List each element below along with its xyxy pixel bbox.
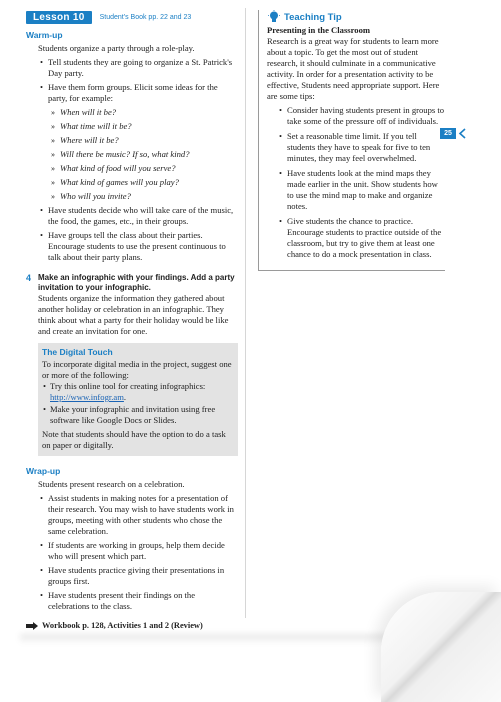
right-column (258, 10, 445, 271)
teaching-tip-title: Teaching Tip (284, 11, 342, 23)
page-number-tab: 25 (440, 128, 456, 139)
question-item: » Where will it be? (60, 135, 238, 146)
warmup-bullets-a (26, 57, 238, 104)
list-item: • Have students practice giving their presentations in groups first. (48, 565, 238, 587)
teaching-tip-list (267, 105, 445, 260)
left-column (26, 26, 238, 631)
party-questions (26, 107, 238, 202)
workbook-reference (26, 620, 238, 631)
digital-touch-intro: To incorporate digital media in the project, suggest one or more of the following: (42, 359, 232, 380)
question-item: » Will there be music? If so, what kind? (60, 149, 238, 160)
step-4 (26, 273, 238, 293)
list-item: • Tell students they are going to organize a St. Patrick's Day party. (48, 57, 238, 79)
warmup-bullets-b (26, 205, 238, 263)
teaching-tip-subtitle: Presenting in the Classroom (267, 25, 371, 35)
list-item (50, 381, 232, 403)
step-title: Make an infographic with your findings. Add a party invitation to your infographic. (38, 273, 235, 292)
workbook-text: Workbook p. 128, Activities 1 and 2 (Review) (42, 621, 203, 630)
page-shadow (20, 634, 441, 644)
digital-item-text: Try this online tool for creating infographics: (50, 381, 206, 391)
list-item: • Consider having students present in groups to take some of the pressure off of individuals. (287, 105, 445, 127)
list-item: • If students are working in groups, help them decide who will present which part. (48, 540, 238, 562)
wrapup-heading: Wrap-up (26, 466, 61, 476)
question-item: » What time will it be? (60, 121, 238, 132)
list-item: • Have groups tell the class about their parties. Encourage students to use the present continuous to talk about their party plans. (48, 230, 238, 263)
list-item: • Assist students in making notes for a presentation of their research. You may wish to have students work in groups, meeting with other students who chose the same celebration. (48, 493, 238, 537)
list-item: • Set a reasonable time limit. If you tell students they have to speak for five to ten minutes, they may feel overwhelmed. (287, 131, 445, 164)
infogram-link[interactable]: http://www.infogr.am (50, 392, 124, 402)
teaching-tip-box (258, 10, 445, 271)
warmup-heading: Warm-up (26, 30, 63, 40)
page-curl (381, 592, 501, 702)
arrow-right-icon (26, 622, 38, 630)
question-item: » When will it be? (60, 107, 238, 118)
warmup-intro: Students organize a party through a role-play. (38, 43, 195, 53)
wrapup-intro: Students present research on a celebration. (38, 479, 185, 489)
lesson-header (26, 11, 191, 24)
list-item: • Have students look at the mind maps they made earlier in the unit. Show students how to use the mind map to make and organize notes. (287, 168, 445, 212)
list-item: • Have them form groups. Elicit some ideas for the party, for example: (48, 82, 238, 104)
teaching-tip-intro: Research is a great way for students to learn more about a topic. To get the most out of student research, it should culminate in a communicative activity. In order for a presentation activity to be effective, Students need appropriate support. Here are some tips: (267, 36, 440, 101)
digital-touch-note: Note that students should have the option to do a task on paper or digitally. (42, 429, 226, 450)
question-item: » Who will you invite? (60, 191, 238, 202)
teaching-tip-header (267, 10, 445, 24)
list-item: • Have students present their findings on the celebrations to the class. (48, 590, 238, 612)
wrapup-bullets (26, 493, 238, 612)
list-item: • Have students decide who will take care of the music, the food, the games, etc., in their groups. (48, 205, 238, 227)
book-reference: Student's Book pp. 22 and 23 (99, 14, 192, 21)
step-4-body: Students organize the information they gathered about another holiday or celebration in an infographic. They think about what a party for their holiday would be like and create an invitation for one. (38, 293, 229, 336)
digital-touch-box (38, 343, 238, 456)
digital-touch-title: The Digital Touch (42, 347, 113, 357)
list-item: • Give students the chance to practice. Encourage students to practice outside of the classroom, but try to give them at least one chance to do a mock presentation in class. (287, 216, 445, 260)
column-divider (245, 8, 246, 618)
question-item: » What kind of games will you play? (60, 177, 238, 188)
digital-touch-list (42, 381, 232, 426)
chevron-left-icon (458, 128, 466, 139)
question-item: » What kind of food will you serve? (60, 163, 238, 174)
list-item: • Make your infographic and invitation using free software like Google Docs or Slides. (50, 404, 232, 426)
lightbulb-icon (267, 10, 281, 24)
link-period: . (123, 392, 127, 402)
lesson-badge: Lesson 10 (26, 11, 92, 24)
step-number: 4 (26, 273, 32, 283)
